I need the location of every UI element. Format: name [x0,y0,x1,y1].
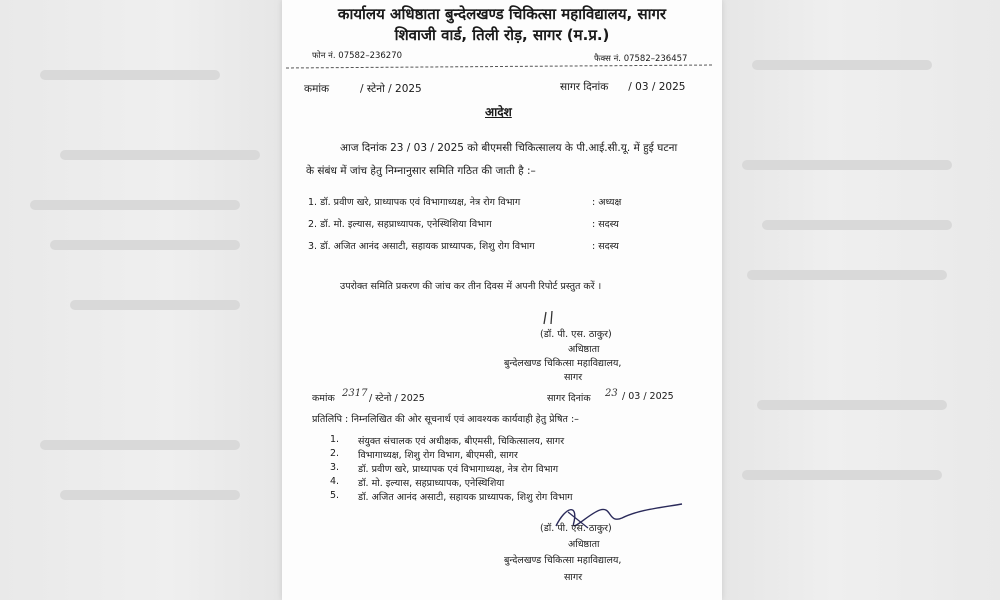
copy-item-4: डॉ. मो. इल्यास, सहप्राध्यापक, एनेस्थिशिया [358,478,505,489]
copy-item-4-number: 4. [330,476,340,487]
committee-member-3: 3. डॉ. अजित आनंद असाटी, सहायक प्राध्यापक, शिशु रोग विभाग [308,241,535,252]
signatory-name-2: (डॉ. पी. एस. ठाकुर) [540,523,612,534]
copy-item-1-number: 1. [330,434,340,445]
committee-member-3-role: : सदस्य [592,241,619,252]
header-divider [286,65,712,69]
blurred-background-left [0,0,282,600]
blur-smudge [742,160,952,170]
ref2-steno: / स्टेनो / 2025 [369,393,425,404]
blur-smudge [762,220,952,230]
blur-smudge [60,150,260,160]
ref2-date-rest: / 03 / 2025 [622,391,674,402]
phone-number: फोन नं. 07582–236270 [312,51,403,61]
committee-member-2-role: : सदस्य [592,219,619,230]
order-paragraph-line1: आज दिनांक 23 / 03 / 2025 को बीएमसी चिकित्सालय के पी.आई.सी.यू. में हुई घटना [340,142,678,154]
order-paragraph-line2: के संबंध में जांच हेतु निम्नानुसार समिति गठित की जाती है :– [306,165,536,177]
blur-smudge [30,200,240,210]
blur-smudge [40,440,240,450]
blur-smudge [757,400,947,410]
copy-item-5: डॉ. अजित आनंद असाटी, सहायक प्राध्यापक, शिशु रोग विभाग [358,492,573,503]
order-title: आदेश [485,105,512,119]
ref-date: सागर दिनांक / 03 / 2025 [560,81,686,93]
signatory-city-2: सागर [564,572,583,583]
signatory-institution-1: बुन्देलखण्ड चिकित्सा महाविद्यालय, [504,358,622,369]
committee-member-1-role: : अध्यक्ष [592,197,622,208]
signatory-designation-1: अधिष्ठाता [568,344,600,355]
blur-smudge [747,270,947,280]
ref-steno: / स्टेनो / 2025 [360,83,422,95]
copy-item-5-number: 5. [330,490,340,501]
copy-item-2: विभागाध्यक्ष, शिशु रोग विभाग, बीएमसी, सागर [358,450,518,461]
ref-kramank-label: कमांक [304,83,330,95]
ref2-date-label: सागर दिनांक [547,393,591,404]
document-page [282,0,722,600]
blur-smudge [60,490,240,500]
signatory-city-1: सागर [564,372,583,383]
office-header-address: शिवाजी वार्ड, तिली रोड़, सागर (म.प्र.) [394,26,610,44]
blur-smudge [752,60,932,70]
fax-number: फैक्स नं. 07582–236457 [594,54,688,64]
signatory-designation-2: अधिष्ठाता [568,539,600,550]
copy-item-2-number: 2. [330,448,340,459]
office-header-title: कार्यालय अधिष्ठाता बुन्देलखण्ड चिकित्सा महाविद्यालय, सागर [337,5,667,23]
copy-item-3: डॉ. प्रवीण खरे, प्राध्यापक एवं विभागाध्यक्ष, नेत्र रोग विभाग [358,464,559,475]
committee-member-2: 2. डॉ. मो. इल्यास, सहप्राध्यापक, एनेस्थिशिया विभाग [308,219,492,230]
copy-item-1: संयुक्त संचालक एवं अधीक्षक, बीएमसी, चिकित्सालय, सागर [358,436,565,447]
copy-intro: प्रतिलिपि : निम्नलिखित की ओर सूचनार्थ एवं आवश्यक कार्यवाही हेतु प्रेषित :– [312,414,579,425]
order-closing: उपरोक्त समिति प्रकरण की जांच कर तीन दिवस में अपनी रिपोर्ट प्रस्तुत करें । [340,281,602,292]
blurred-background-right [722,0,1000,600]
blur-smudge [40,70,220,80]
blur-smudge [50,240,240,250]
signatory-institution-2: बुन्देलखण्ड चिकित्सा महाविद्यालय, [504,555,622,566]
copy-item-3-number: 3. [330,462,340,473]
ref2-kramank-label: कमांक [312,393,335,404]
signature-mark-1 [540,310,560,326]
blur-smudge [70,300,240,310]
committee-member-1: 1. डॉ. प्रवीण खरे, प्राध्यापक एवं विभागाध्यक्ष, नेत्र रोग विभाग [308,197,521,208]
ref2-number-handwritten: 2317 [342,388,368,399]
blur-smudge [742,470,942,480]
signatory-name-1: (डॉ. पी. एस. ठाकुर) [540,329,612,340]
ref2-day-handwritten: 23 [605,388,618,399]
